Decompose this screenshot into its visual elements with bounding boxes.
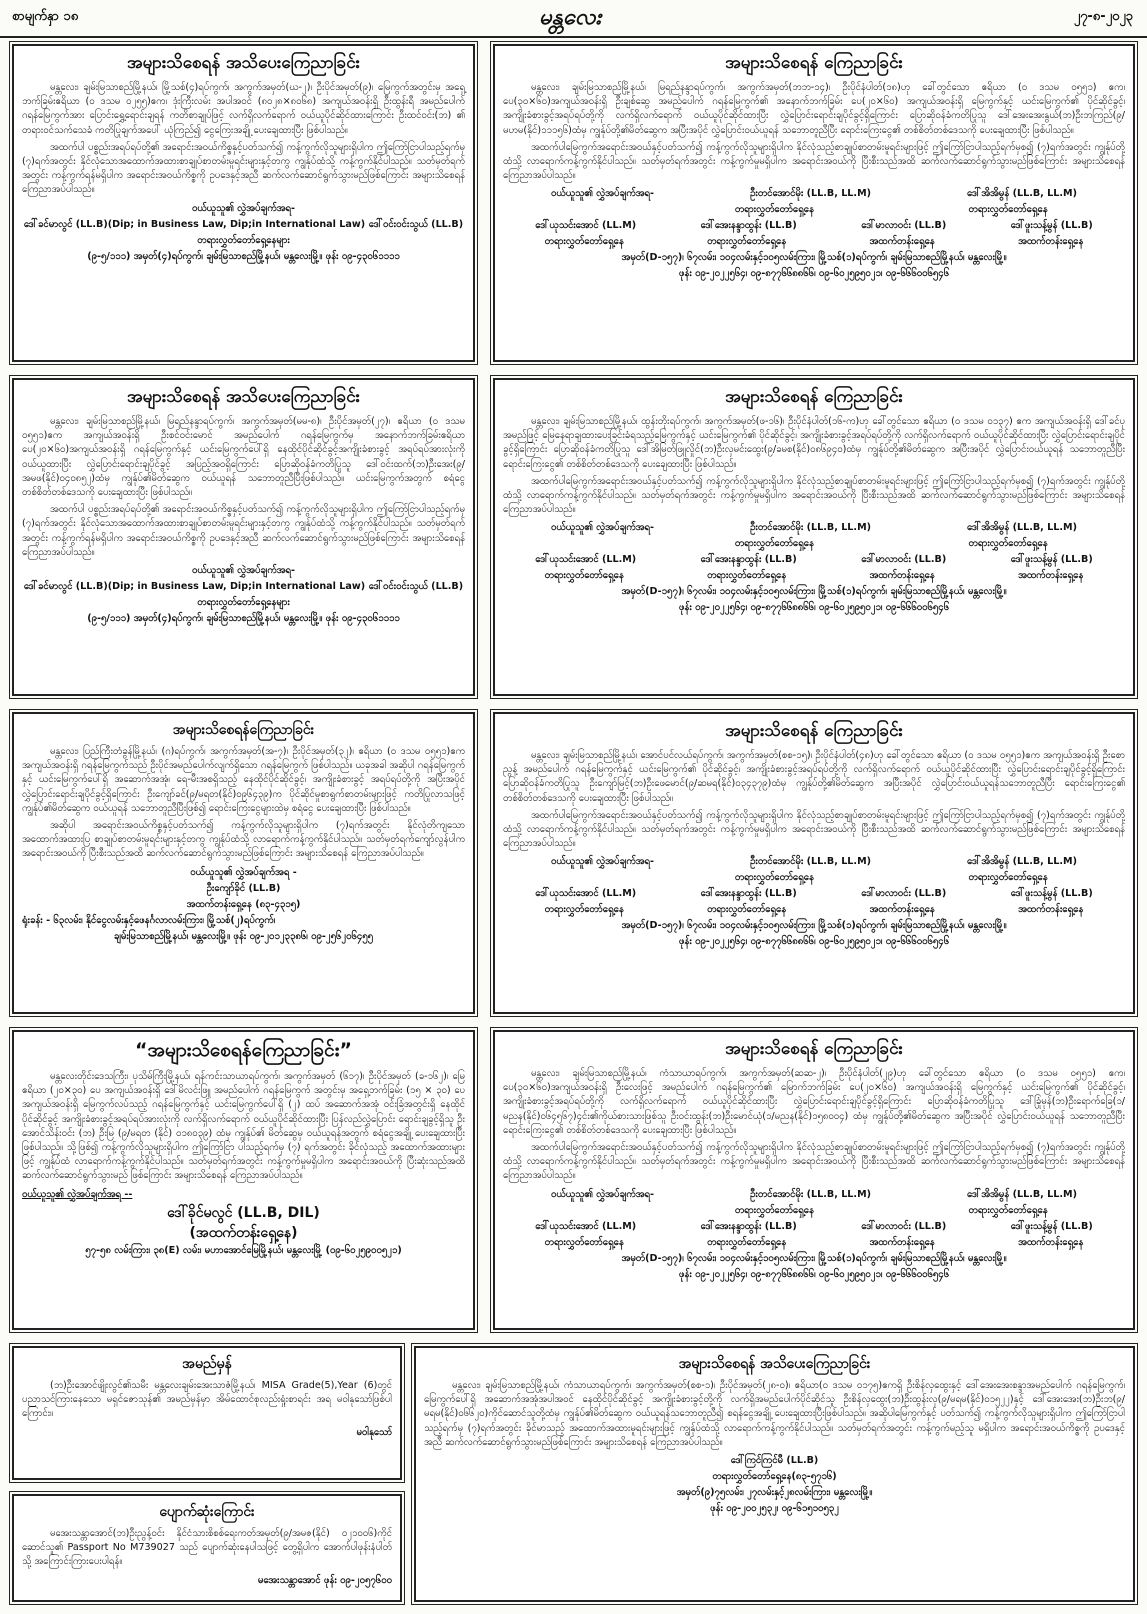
notice-11 bbox=[414, 1346, 1135, 1602]
page-number: စာမျက်နှာ ၁၈ bbox=[12, 9, 79, 24]
signature-block bbox=[503, 854, 1125, 950]
lawyer-role: တရားလွှတ်တော်ရှေ့နေ bbox=[734, 204, 814, 216]
lawyer-role: တရားလွှတ်တော်ရှေ့နေ bbox=[544, 1236, 624, 1248]
notice-paragraph: မန္တလေး၊ ချမ်းမြသာစည်မြို့နယ်၊ ကံသာယာရပ်ကွက်၊ အကွက်အမှတ်(ဆဆ-၂)၊ ဦးပိုင်နံပါတ်(၂၉)ဟု ခေါ်တွင်သော ဧရိယာ (၀ ဒသမ ၀၅၅၁) ဧက၊ ပေ(၃၀×၆၀)အကျယ်အဝန်းရှိ ဦးလေးဖြင့် အမည်ပေါက် ဂရန်မြေကွက်၏ မြောက်ဘက်ခြမ်း ပေ(၂၀×၆၀) အကျယ်အဝန်းရှိ မြေကွက်နှင့် ယင်းမြေကွက်၏ ပိုင်ဆိုင်ခွင့်၊ အကျိုးခံစားခွင့်အရပ်ရပ်တို့ကို လက်ရှိလက်ရောက် ဝယ်ယူပိုင်ဆိုင်ထားပြီး လွှဲပြောင်းရောင်းချပိုင်ခွင့်ရှိကြောင်း ပြောဆိုဝန်ခံကတိပြုသူ ဒေါ်ခြုံမုန်(ဘ)ဦးရောက်ခြေ(၁/မညန(နိုင်)၀၆၄၅၆၇)၄င်း၏ကိုယ်စားသားဖြစ်သူ ဦးဝင်းထွန်း(ဘ)ဦးမောင်ယုံ(၁/မညန(နိုင်)၁၅၈၀၀၄) ထံမှ ကျွန်ုပ်တို့၏မိတ်ဆွေက အပြီးအပိုင် လွှဲပြောင်းဝယ်ယူရန် သဘောတူညီပြီး ရောင်းကြေးငွေ၏ တစ်စိတ်တစ်ဒေသကို ပေးချေထားပြီး ဖြစ်ပါသည်။ bbox=[503, 1068, 1125, 1136]
lawyer-role: တရားလွှတ်တော်ရှေ့နေ bbox=[707, 904, 787, 916]
notice-paragraph: အဆိုပါ အရောင်းအဝယ်ကိစ္စနှင့်ပတ်သက်၍ ကန့်ကွက်လိုသူများရှိပါက (၇)ရက်အတွင်း နိုင်လုံတိကျသော အထောက်အထားပြ စာချုပ်စာတမ်းမူရင်းများနှင့်တကွ ကျွန်ုပ်ထံသို့ လာရောက်ကန့်ကွက်နိုင်ပါသည်။ သတ်မှတ်ရက်ကျော်လွန်ပါက အရောင်းအဝယ်ကို ပြီးစီးသည်အထိ ဆက်လက်ဆောင်ရွက်သွားမည်ဖြစ်ကြောင်း အများသိစေရန် ကြေညာအပ်ပါသည်။ bbox=[22, 820, 465, 860]
lawyer-name: ဒေါ်ခင်မာလွင် (LL.B)(Dip; in Business Law, Dip;in International Law) bbox=[23, 218, 366, 230]
lawyer-name: ဦးတင်အောင်မိုး (LL.B, LL.M) bbox=[750, 1188, 872, 1200]
lawyer-name: ဦးတင်အောင်မိုး (LL.B, LL.M) bbox=[750, 856, 872, 868]
lawyer-name: ဒေါ်ယုသင်းအောင် (LL.M) bbox=[535, 220, 637, 232]
sig-heading: ဝယ်ယူသူ၏ လွှဲအပ်ချက်အရ - bbox=[190, 866, 297, 878]
notice-1 bbox=[12, 44, 475, 362]
sig-heading: ဝယ်ယူသူ၏ လွှဲအပ်ချက်အရ- bbox=[551, 856, 655, 868]
lawyer-name: ဒေါ်ဖူးသန့်မွန် (LL.B) bbox=[1010, 220, 1093, 232]
notice-title: အများသိစေရန် အသိပေးကြေညာခြင်း bbox=[127, 53, 360, 73]
signature-block bbox=[22, 563, 465, 627]
notice-3 bbox=[12, 378, 475, 696]
lawyer-address: ချမ်းမြသာစည်မြို့နယ်၊ မန္တလေးမြို့။ ဖုန်း ၀၉-၂၀၁၂၃၃၈၆၊ ၀၉-၂၅၆၂၀၆၄၅၅ bbox=[113, 930, 374, 942]
issue-date: ၂၇-၈-၂၀၂၃ bbox=[1073, 9, 1133, 24]
lawyer-role: အထက်တန်းရှေ့နေ bbox=[869, 236, 935, 248]
lawyer-name: ဒေါ်ဖူးသန့်မွန် (LL.B) bbox=[1010, 1220, 1093, 1232]
newspaper-logo: မန္တလေး bbox=[538, 4, 602, 30]
notice-title: အများသိစေရန် ကြေညာခြင်း bbox=[725, 53, 903, 73]
lawyer-name: ဒေါ်အေးနန္ဒာထွန်း (LL.B) bbox=[700, 220, 797, 232]
notice-paragraph: မန္တလေး၊ ချမ်းမြသာစည်မြို့နယ်၊ အောင်ပင်လယ်ရပ်ကွက်၊ အကွက်အမှတ်(စစ-၁၅)၊ ဦးပိုင်နံပါတ်(၄၈)ဟု ခေါ်တွင်သော ဧရိယာ (၀ ဒသမ ၀၅၅၁)ဧက အကျယ်အဝန်းရှိ ဦးစောညွန့် အမည်ပေါက် ဂရန်မြေကွက်နှင့် ယင်းမြေကွက်၏ ပိုင်ဆိုင်ခွင့်၊ အကျိုးခံစားခွင့်အရပ်ရပ်တို့ကို လက်ရှိလက်ရောက် ဝယ်ယူပိုင်ဆိုင်ထားပြီး လွှဲပြောင်းရောင်းချပိုင်ခွင့်ရှိကြောင်း ပြောဆိုဝန်ခံကတိပြုသူ ဦးကျော်မြင့်(ဘ)ဦးဖေမောင်(၉/ဆမရ(နိုင်)၀၃၄၃၇၉)ထံမှ ကျွန်ုပ်တို့၏မိတ်ဆွေက အပြီးအပိုင် လွှဲပြောင်းဝယ်ယူရန်သဘောတူညီပြီး ရောင်းကြေးငွေ၏ တစ်စိတ်တစ်ဒေသကို ပေးချေထားပြီး ဖြစ်ပါသည်။ bbox=[503, 750, 1125, 804]
lawyer-address: (၉-၅/၁၁၁) အမှတ်(၄)ရပ်ကွက်၊ ချမ်းမြသာစည်မြို့နယ်၊ မန္တလေးမြို့။ ဖုန်း ၀၉-၄၃၀၆၁၁၁၁ bbox=[87, 250, 400, 262]
lawyer-name: ဒေါ်အိအိမွန် (LL.B, LL.M) bbox=[967, 522, 1077, 534]
lawyer-name: ဒေါ်အိအိမွန် (LL.B, LL.M) bbox=[967, 856, 1077, 868]
lawyer-name: ဒေါ်ဖူးသန့်မွန် (LL.B) bbox=[1010, 888, 1093, 900]
signer-name: မဝါနုသော် bbox=[356, 1426, 392, 1438]
notice-6 bbox=[493, 712, 1135, 1014]
lawyer-name: ဒေါ်အေးနန္ဒာထွန်း (LL.B) bbox=[700, 888, 797, 900]
signature-block bbox=[503, 520, 1125, 616]
notice-title: အများသိစေရန် အသိပေးကြေညာခြင်း bbox=[678, 1356, 871, 1372]
lawyer-name: ဒေါ်အိအိမွန် (LL.B, LL.M) bbox=[967, 188, 1077, 200]
notice-paragraph: အထက်ပါမြေကွက်အရောင်းအဝယ်နှင့်ပတ်သက်၍ ကန့်ကွက်လိုသူများရှိပါက နိုင်လုံသည့်စာချုပ်စာတမ်းမူရင်းများဖြင့် ဤကြော်ငြာပါသည့်ရက်မှစ၍ (၇)ရက်အတွင်း ကျွန်ုပ်တို့ထံသို့ လာရောက်ကန့်ကွက်နိုင်ပါသည်။ သတ်မှတ်ရက်အတွင်း ကန့်ကွက်မှုမရှိပါက အရောင်းအဝယ်ကို ပြီးစီးသည်အထိ ဆက်လက်ဆောင်ရွက်သွားမည်ဖြစ်ကြောင်း အများသိစေရန် ကြေညာအပ်ပါသည်။ bbox=[503, 1142, 1125, 1182]
lawyer-role: တရားလွှတ်တော်ရှေ့နေ bbox=[544, 236, 624, 248]
lawyer-role: တရားလွှတ်တော်ရှေ့နေ bbox=[968, 204, 1048, 216]
signature-block bbox=[22, 865, 465, 945]
sig-heading: ဝယ်ယူသူ၏ လွှဲအပ်ချက်အရ- bbox=[551, 522, 655, 534]
lawyer-name: ဒေါ်ခိုင်မလွင် (LL.B, DIL) bbox=[167, 1204, 320, 1221]
lawyer-role: တရားလွှတ်တော်ရှေ့နေ bbox=[707, 570, 787, 582]
lawyer-address: အမှတ်(D-၁၅၇)၊ ၆၇လမ်း၊ ၁၀၄လမ်းနှင့်၁၀၅လမ်းကြား၊ မြို့သစ်(၁)ရပ်ကွက်၊ ချမ်းမြသာစည်မြို့နယ်၊ မန္တလေးမြို့။ bbox=[621, 252, 1007, 264]
lawyer-address: အမှတ်(၉)၇၅လမ်း၊ ၂၇လမ်းနှင့်၂၈လမ်းကြား၊ မန္တလေးမြို့။ bbox=[676, 1487, 873, 1499]
lawyer-role: တရားလွှတ်တော်ရှေ့နေများ bbox=[197, 234, 290, 246]
lawyer-role: အထက်တန်းရှေ့နေ bbox=[1018, 904, 1084, 916]
notice-title: အများသိစေရန် ကြေညာခြင်း bbox=[725, 1039, 903, 1059]
notice-7 bbox=[12, 1030, 475, 1330]
lawyer-role: အထက်တန်းရှေ့နေ bbox=[869, 1236, 935, 1248]
lawyer-phones: ဖုန်း ၀၉-၂၀၀၂၅၃၂၊ ၀၉-၆၁၅၁၀၅၃၂ bbox=[710, 1503, 839, 1515]
lawyer-name: ဒေါ်မာလာဝင်း (LL.B) bbox=[861, 554, 947, 566]
notice-paragraph: မအေးသန္တာအောင်(ဘ)ဦးညွန့်ဝင်း နိုင်ငံသားစိစစ်ရေးကတ်အမှတ်(၉/အမဇ(နိုင်) ၀၂၁၀၀၆)ကိုင်ဆောင်သူ၏ Passport No M739027 သည် ပျောက်ဆုံးနေပါသဖြင့် တွေ့ရှိပါက အောက်ပါဖုန်းနံပါတ်သို့ အကြောင်းကြားပေးပါရန်။ bbox=[22, 1528, 392, 1568]
lawyer-role: အထက်တန်းရှေ့နေ bbox=[1018, 570, 1084, 582]
notice-paragraph: အထက်ပါ ပစ္စည်းအရပ်ရပ်တို့၏ အရောင်းအဝယ်ကိစ္စနှင့်ပတ်သက်၍ ကန့်ကွက်လိုသူများရှိပါက ဤကြော်ငြာပါသည့်ရက်မှ (၇)ရက်အတွင်း နိုင်လုံသောအထောက်အထားစာချုပ်စာတမ်းမူရင်းများနှင့်တကွ ကျွန်ုပ်ထံသို့ ကန့်ကွက်နိုင်ပါသည်။ သတ်မှတ်ရက်အတွင်း ကန့်ကွက်ရန်မရှိပါက အရောင်းအဝယ်ကိစ္စကို ဥပဒေနှင့်အညီ ဆက်လက်ဆောင်ရွက်သွားမည်ဖြစ်ကြောင်း အများသိစေရန် ကြေညာအပ်ပါသည်။ bbox=[22, 141, 465, 196]
notice-paragraph: အထက်ပါမြေကွက်အရောင်းအဝယ်နှင့်ပတ်သက်၍ ကန့်ကွက်လိုသူများရှိပါက နိုင်လုံသည့်စာချုပ်စာတမ်းမူရင်းများဖြင့် ဤကြော်ငြာပါသည့်ရက်မှစ၍ (၇)ရက်အတွင်း ကျွန်ုပ်တို့ထံသို့ လာရောက်ကန့်ကွက်နိုင်ပါသည်။ သတ်မှတ်ရက်အတွင်း ကန့်ကွက်မှုမရှိပါက အရောင်းအဝယ်ကို ပြီးစီးသည်အထိ ဆက်လက်ဆောင်ရွက်သွားမည်ဖြစ်ကြောင်း အများသိစေရန် ကြေညာအပ်ပါသည်။ bbox=[503, 475, 1125, 516]
notice-title: အများသိစေရန် အသိပေးကြေညာခြင်း bbox=[127, 387, 360, 407]
lawyer-role: အထက်တန်းရှေ့နေ (၈၃-၄၃၁၅) bbox=[186, 898, 301, 910]
sig-heading: ဝယ်ယူသူ၏ လွှဲအပ်ချက်အရ- bbox=[191, 565, 296, 577]
lawyer-name: ဒေါ်ယုသင်းအောင် (LL.M) bbox=[535, 554, 637, 566]
lawyer-name: ဒေါ်ဝင်းဝင်းသွယ် (LL.B) bbox=[368, 218, 464, 230]
lawyer-name: ဒေါ်ကြင်ကြင်မီ (LL.B) bbox=[730, 1455, 819, 1467]
notice-lost-passport bbox=[12, 1494, 402, 1602]
signature-block bbox=[503, 186, 1125, 282]
lawyer-role: တရားလွှတ်တော်ရှေ့နေ bbox=[968, 1204, 1048, 1216]
sig-heading: ဝယ်ယူသူ၏ လွှဲအပ်ချက်အရ- bbox=[551, 1188, 655, 1200]
lawyer-role: တရားလွှတ်တော်ရှေ့နေ bbox=[707, 236, 787, 248]
lawyer-role: တရားလွှတ်တော်ရှေ့နေ bbox=[544, 570, 624, 582]
lawyer-role: အထက်တန်းရှေ့နေ bbox=[869, 904, 935, 916]
notice-title: ပျောက်ဆုံးကြောင်း bbox=[159, 1504, 255, 1520]
lawyer-name: ဒေါ်အေးနန္ဒာထွန်း (LL.B) bbox=[700, 554, 797, 566]
notice-5 bbox=[12, 712, 475, 1014]
lawyer-role: (အထက်တန်းရှေ့နေ) bbox=[189, 1224, 298, 1241]
lawyer-name: ဦးကျော်ခိုင် (LL.B) bbox=[206, 882, 281, 894]
lawyer-name: ဒေါ်မာလာဝင်း (LL.B) bbox=[861, 1220, 947, 1232]
lawyer-role: တရားလွှတ်တော်ရှေ့နေ bbox=[734, 538, 814, 550]
notice-title: အများသိစေရန် ကြေညာခြင်း bbox=[725, 721, 903, 741]
notice-paragraph: အထက်ပါမြေကွက်အရောင်းအဝယ်နှင့်ပတ်သက်၍ ကန့်ကွက်လိုသူများရှိပါက နိုင်လုံသည့်စာချုပ်စာတမ်းမူရင်းများဖြင့် ဤကြော်ငြာပါသည့်ရက်မှစ၍ (၇)ရက်အတွင်း ကျွန်ုပ်တို့ထံသို့ လာရောက်ကန့်ကွက်နိုင်ပါသည်။ သတ်မှတ်ရက်အတွင်း ကန့်ကွက်မှုမရှိပါက အရောင်းအဝယ်ကို ပြီးစီးသည်အထိ ဆက်လက်ဆောင်ရွက်သွားမည်ဖြစ်ကြောင်း အများသိစေရန် ကြေညာအပ်ပါသည်။ bbox=[503, 141, 1125, 182]
lawyer-role: တရားလွှတ်တော်ရှေ့နေများ bbox=[197, 597, 290, 609]
notice-paragraph: အထက်ပါမြေကွက်အရောင်းအဝယ်နှင့်ပတ်သက်၍ ကန့်ကွက်လိုသူများရှိပါက နိုင်လုံသည့်စာချုပ်စာတမ်းမူရင်းများဖြင့် ဤကြော်ငြာပါသည့်ရက်မှစ၍ (၇)ရက်အတွင်း ကျွန်ုပ်တို့ထံသို့ လာရောက်ကန့်ကွက်နိုင်ပါသည်။ သတ်မှတ်ရက်အတွင်း ကန့်ကွက်မှုမရှိပါက အရောင်းအဝယ်ကို ပြီးစီးသည်အထိ ဆက်လက်ဆောင်ရွက်သွားမည်ဖြစ်ကြောင်း အများသိစေရန် ကြေညာအပ်ပါသည်။ bbox=[503, 809, 1125, 850]
notice-paragraph: မန္တလေး၊ ပြည်ကြီးတံခွန်မြို့နယ်၊ (ဂ)ရပ်ကွက်၊ အကွက်အမှတ်(အ-၇)၊ ဦးပိုင်အမှတ်(၃၂)၊ ဧရိယာ (၀ ဒသမ ၀၅၅၁)ဧကအကျယ်အဝန်းရှိ ဂရန်မြေကွက်သည် ဦးပိုင်အမည်ပေါက်လျက်ရှိသော ဂရန်မြေကွက် ဖြစ်ပါသည်။ ယခုအခါ အဆိုပါ ဂရန်မြေကွက်နှင့် ယင်းမြေကွက်ပေါ်ရှိ အဆောက်အအုံ၊ ရေ-မီးအစရှိသည့် နေထိုင်ပိုင်ဆိုင်ခွင့်၊ အကျိုးခံစားခွင့် အရပ်ရပ်တို့ကို အပြီးအပိုင် လွှဲပြောင်းရောင်းချပိုင်ခွင့်ရှိကြောင်း ဦးကျော်ခင်(၉/မရတ(နိုင်)၀၉၆၄၃၉)က ပိုင်ဆိုင်မှုစာရွက်စာတမ်းများဖြင့် ကတိပြုလာသဖြင့် ကျွန်ုပ်၏မိတ်ဆွေက ဝယ်ယူရန် သဘောတူညီပြီးဖြစ်၍ ရောင်းကြေးငွေများထဲမှ စရံငွေ ပေးချေထားပြီး ဖြစ်ပါသည်။ bbox=[22, 746, 465, 814]
notice-4 bbox=[493, 378, 1135, 696]
notice-title: အမည်မှန် bbox=[182, 1356, 232, 1372]
lawyer-name: ဒေါ်မာလာဝင်း (LL.B) bbox=[861, 220, 947, 232]
lawyer-name: ဒေါ်ယုသင်းအောင် (LL.M) bbox=[535, 1220, 637, 1232]
lawyer-name: ဒေါ်ယုသင်းအောင် (LL.M) bbox=[535, 888, 637, 900]
lawyer-role: တရားလွှတ်တော်ရှေ့နေ bbox=[544, 904, 624, 916]
signature-block bbox=[503, 1187, 1125, 1283]
notice-paragraph: (ဘ)ဦးအောင်ဖျိုးလွင်၏သမီး မန္တလေးချမ်းအေးသာဇံမြို့နယ်၊ MISA Grade(5),Year (6)တွင် ပညာသင်ကြားနေသော မရှင်ဇောသုန်၏ အမည်မှန်မှာ အိမ်ထောင်စုလည်းရှုံးစာရင်း အရ မဝါနုသော်ဖြစ်ပါကြောင်း။ bbox=[22, 1380, 392, 1420]
lawyer-name: ဒေါ်အိအိမွန် (LL.B, LL.M) bbox=[967, 1188, 1077, 1200]
notice-paragraph: အထက်ပါ ပစ္စည်းအရပ်ရပ်တို့၏ အရောင်းအဝယ်ကိစ္စနှင့်ပတ်သက်၍ ကန့်ကွက်လိုသူများရှိပါက ဤကြော်ငြာပါသည့်ရက်မှ (၇)ရက်အတွင်း နိုင်လုံသောအထောက်အထားစာချုပ်စာတမ်းမူရင်းများနှင့်တကွ ကျွန်ုပ်ထံသို့ ကန့်ကွက်နိုင်ပါသည်။ သတ်မှတ်ရက်အတွင်း ကန့်ကွက်ရန်မရှိပါက အရောင်းအဝယ်ကိစ္စကို ဥပဒေနှင့်အညီ ဆက်လက်ဆောင်ရွက်သွားမည်ဖြစ်ကြောင်း အများသိစေရန် ကြေညာအပ်ပါသည်။ bbox=[22, 504, 465, 558]
notice-paragraph: မန္တလေး၊ ချမ်းမြသာစည်မြို့နယ်၊ ထွန်းတိုးရပ်ကွက်၊ အကွက်အမှတ်(ဖ-၁၆)၊ ဦးပိုင်နံပါတ်(၁၆-က)ဟု ခေါ်တွင်သော ဧရိယာ (၀ ဒသမ ၀၁၃၇) ဧက အကျယ်အဝန်းရှိ ဒေါ်ခင်ပု အမည်ဖြင့် မြေနေရာချထားပေးခြင်းခံရသည့်မြေကွက်နှင့် ယင်းမြေကွက်၏ ပိုင်ဆိုင်ခွင့်၊ အကျိုးခံစားခွင့်အရပ်ရပ်တို့ကို လက်ရှိလက်ရောက် ဝယ်ယူပိုင်ဆိုင်ထားပြီး လွှဲပြောင်းရောင်းချပိုင်ခွင့်ရှိကြောင်း ပြောဆိုဝန်ခံကတိပြုသူ ဒေါ်အိမြတ်ဖြူလှိုင်(ဘ)ဦးလှမင်းထွေး(၉/ခမစ(နိုင်)၀၈၆၉၄၀)ထံမှ ကျွန်ုပ်တို့၏မိတ်ဆွေက အပြီးအပိုင် လွှဲပြောင်းဝယ်ယူရန် သဘောတူညီပြီး ရောင်းကြေးငွေ၏ တစ်စိတ်တစ်ဒေသကို ပေးချေထားပြီး ဖြစ်ပါသည်။ bbox=[503, 416, 1125, 470]
sig-heading: ဝယ်ယူသူ၏ လွှဲအပ်ချက်အရ- bbox=[191, 202, 296, 214]
notice-paragraph: မန္တလေးတိုင်းဒေသကြီး၊ ပုသိမ်ကြီးမြို့နယ်၊ ရန်ကင်းသာယာရပ်ကွက်၊ အကွက်အမှတ် (၆၁၇)၊ ဦးပိုင်အမှတ် (ခ-၁၆၂)၊ မြေဧရိယာ (၂၀×၃၀) ပေ အကျယ်အဝန်းရှိ ဒေါ်မိလင်းဖြူ အမည်ပေါက် ဂရန်မြေကွက် အတွင်းမှ အရှေ့ဘက်ခြမ်း (၁၅ × ၃၀) ပေ အကျယ်အဝန်းရှိ မြေကွက်လပ်သည့် ဂရန်မြေကွက်နှင့် ယင်းမြေကွက်ပေါ်ရှိ (၂) ထပ် အဆောက်အအုံ ဝင်းခြံအတွင်းရှိ နေထိုင်ပိုင်ဆိုင်ခွင့် အကျိုးခံစားခွင့်အရပ်ရပ်အားလုံးကို လက်ရှိလက်ရောက် ဝယ်ယူပိုင်ဆိုင်ထားပြီး ပြန်လည်လွှဲပြောင်း ရောင်းချခွင့်ရှိသူ ဦးအောင်သိန်းဝင်း (ဘ) ဦးမြ (၉/မရတ (နိုင်) ၀၁၈၀၃၉) ထံမှ ကျွန်ုပ်၏ မိတ်ဆွေမှ ဝယ်ယူရန်အတွက် စရံငွေအချို့ ပေးချေထားပြီးဖြစ်ပါသည်။ သို့ဖြစ်၍ ကန့်ကွက်လိုသူများရှိပါက ဤကြော်ငြာ ပါသည့်ရက်မှ (၇) ရက်အတွင်း ခိုင်လုံသည့် အထောက်အထားများဖြင့် ကျွန်ုပ်ထံ လာရောက်ကန့်ကွက်နိုင်ပါသည်။ သတ်မှတ်ရက်အတွင်း ကန့်ကွက်မှုမရှိပါက အရောင်းအဝယ်ကို ပြီးဆုံးသည်အထိ ဆက်လက်ဆောင်ရွက်သွားမည် ဖြစ်ကြောင်း အများသိစေရန် ကြေညာအပ်ပါသည်။ bbox=[22, 1071, 465, 1182]
notice-paragraph: မန္တလေး၊ ချမ်းမြသာစည်မြို့နယ်၊ မြရည်နန္ဒာရပ်ကွက်၊ အကွက်အမှတ်(မမ-၈)၊ ဦးပိုင်အမှတ်(၂၇)၊ ဧရိယာ (၀ ဒသမ ၀၅၅၁)ဧက အကျယ်အဝန်းရှိ ဦးစင်ဝင်းမောင် အမည်ပေါက် ဂရန်မြေကွက်မှ အနောက်ဘက်ခြမ်းဧရိယာ ပေ(၂၀×၆၀)အကျယ်အဝန်းရှိ ဂရန်မြေကွက်နှင့် ယင်းမြေကွက်ပေါ်ရှိ နေထိုင်ပိုင်ဆိုင်ခွင့်အကျိုးခံစားခွင့် အရပ်ရပ်အားလုံးကို ဝယ်ယူထားပြီး လွှဲပြောင်းရောင်းချပိုင်ခွင့် အပြည့်အဝရှိကြောင်း ပြောဆိုဝန်ခံကတိပြုသူ ဒေါ်ဝင်းထက်(ဘ)ဦးအေး(၉/အမဖ(နိုင်)၀၄၀၈၅၂)ထံမှ ကျွန်ုပ်၏မိတ်ဆွေက ဝယ်ယူရန် သဘောတူညီပြီးဖြစ်ပါသည်။ ယင်းမြေကွက်အတွက် စရံငွေ တစ်စိတ်တစ်ဒေသကို ပေးချေထားပြီး ဖြစ်ပါသည်။ bbox=[22, 416, 465, 499]
notice-title: အများသိစေရန်ကြေညာခြင်း bbox=[172, 722, 315, 738]
lawyer-role: အထက်တန်းရှေ့နေ bbox=[869, 570, 935, 582]
notice-paragraph: မန္တလေး၊ ချမ်းမြသာစည်မြို့နယ်၊ မြို့သစ်(၄)ရပ်ကွက်၊ အကွက်အမှတ်(ဃ-၂)၊ ဦးပိုင်အမှတ်(၉)၊ မြေကွက်အတွင်းမှ အရှေ့ဘက်ခြမ်းဧရိယာ (၀ ဒသမ ၀၂၅၅)ဧက၊ ဒုံးကြီးလမ်း အပါအဝင် (၈၀၂၈×၈၀၆၈) အကျယ်အဝန်းရှိ ဦးထွန်းရီ အမည်ပေါက် ဂရန်မြေကွက်အား ပြောင်းရွှေ့ရောင်းချရန် ကတိစာချုပ်ဖြင့် လက်ရှိလက်ရောက် ဝယ်ယူပိုင်ဆိုင်ထားကြောင်း ဦးထင်ဝင်း(ဘ) ၏ တရားဝင်သက်သေခံ ကတိပြုချက်အပေါ် ယုံကြည်၍ ငွေကြေးအချို့ ပေးချေထားပြီး ဖြစ်ပါသည်။ bbox=[22, 82, 465, 136]
lawyer-name: ဒေါ်ခင်မာလွင် (LL.B)(Dip; in Business Law, Dip;in International Law) bbox=[23, 581, 366, 593]
lawyer-name: ဦးတင်အောင်မိုး (LL.B, LL.M) bbox=[750, 522, 872, 534]
lawyer-role: တရားလွှတ်တော်ရှေ့နေ bbox=[968, 538, 1048, 550]
lawyer-address: ရုံးခန်း - ၆၃လမ်း၊ နိုင်ငွေလမ်းနှင့်ဖေနင်္ဂလာလမ်းကြား၊ မြို့သစ်(၂)ရပ်ကွက်၊ bbox=[22, 914, 276, 926]
lawyer-address: အမှတ်(D-၁၅၇)၊ ၆၇လမ်း၊ ၁၀၄လမ်းနှင့်၁၀၅လမ်းကြား၊ မြို့သစ်(၁)ရပ်ကွက်၊ ချမ်းမြသာစည်မြို့နယ်၊ မန္တလေးမြို့။ bbox=[621, 1252, 1007, 1264]
signer-name: မအေးသန္တာအောင် ဖုန်း ၀၉-၂၀၅၇၆၀၀ bbox=[257, 1574, 392, 1586]
lawyer-phones: ဖုန်း ၀၉-၂၀၂၂၅၆၄၊ ၀၉-၈၇၇၆၆၈၈၆၆၊ ၀၉-၆၀၂၅၉၅၀၂၁၊ ၀၉-၆၆၆၀၀၆၅၄၆ bbox=[678, 936, 950, 948]
lawyer-name: ဒေါ်ဖူးသန့်မွန် (LL.B) bbox=[1010, 554, 1093, 566]
notice-2 bbox=[493, 44, 1135, 362]
lawyer-address: အမှတ်(D-၁၅၇)၊ ၆၇လမ်း၊ ၁၀၄လမ်းနှင့်၁၀၅လမ်းကြား၊ မြို့သစ်(၁)ရပ်ကွက်၊ ချမ်းမြသာစည်မြို့နယ်၊ မန္တလေးမြို့။ bbox=[621, 920, 1007, 932]
lawyer-role: အထက်တန်းရှေ့နေ bbox=[1018, 236, 1084, 248]
lawyer-address: ၅၇-၅၈ လမ်းကြား၊ ၃၈(E) လမ်း၊ မဟာအောင်မြေမြို့နယ်၊ မန္တလေးမြို့ (၀၉-၆၀၂၅၉၀၀၅၂၁) bbox=[85, 1244, 402, 1256]
lawyer-name: ဒေါ်ဝင်းဝင်းသွယ် (LL.B) bbox=[368, 581, 464, 593]
notice-paragraph: မန္တလေး၊ ချမ်းမြသာစည်မြို့နယ်၊ မြရည်နန္ဒာရပ်ကွက်၊ အကွက်အမှတ်(ဘဘ-၁၄)၊ ဦးပိုင်နံပါတ်(၁၈)ဟု ခေါ်တွင်သော ဧရိယာ (၀ ဒသမ ၀၅၅၁) ဧက၊ ပေ(၃၀×၆၀)အကျယ်အဝန်းရှိ ဦးချစ်ဆွေ အမည်ပေါက် ဂရန်မြေကွက်၏ အနောက်ဘက်ခြမ်း ပေ(၂၀×၆၀) အကျယ်အဝန်းရှိ မြေကွက်နှင့် ယင်းမြေကွက်၏ ပိုင်ဆိုင်ခွင့်၊ အကျိုးခံစားခွင့်အရပ်ရပ်တို့ကို လက်ရှိလက်ရောက် ဝယ်ယူပိုင်ဆိုင်ထားပြီး လွှဲပြောင်းရောင်းချပိုင်ခွင့်ရှိကြောင်း ပြောဆိုဝန်ခံကတိပြုသူ ဒေါ်အေးအေးနွယ်(ဘ)ဦးဘကြည်(၉/မဟမ(နိုင်)၁၁၁၅၆)ထံမှ ကျွန်ုပ်တို့၏မိတ်ဆွေက အပြီးအပိုင် လွှဲပြောင်းဝယ်ယူရန် သဘောတူညီပြီး ရောင်းကြေးငွေ၏ တစ်စိတ်တစ်ဒေသကို ပေးချေထားပြီး ဖြစ်ပါသည်။ bbox=[503, 82, 1125, 136]
lawyer-phones: ဖုန်း ၀၉-၂၀၂၂၅၆၄၊ ၀၉-၈၇၇၆၆၈၈၆၆၊ ၀၉-၆၀၂၅၉၅၀၂၁၊ ၀၉-၆၆၆၀၀၆၅၄၆ bbox=[678, 1268, 950, 1280]
sig-heading: ဝယ်ယူသူ၏ လွှဲအပ်ချက်အရ- bbox=[551, 188, 655, 200]
sig-heading: ဝယ်ယူသူ၏ လွှဲအပ်ချက်အရ -- bbox=[22, 1188, 133, 1200]
signature-block bbox=[22, 1187, 465, 1259]
lawyer-address: အမှတ်(D-၁၅၇)၊ ၆၇လမ်း၊ ၁၀၄လမ်းနှင့်၁၀၅လမ်းကြား၊ မြို့သစ်(၁)ရပ်ကွက်၊ ချမ်းမြသာစည်မြို့နယ်၊ မန္တလေးမြို့။ bbox=[621, 586, 1007, 598]
lawyer-address: (၉-၅/၁၁၁) အမှတ်(၄)ရပ်ကွက်၊ ချမ်းမြသာစည်မြို့နယ်၊ မန္တလေးမြို့။ ဖုန်း ၀၉-၄၃၀၆၁၁၁၁ bbox=[87, 613, 400, 625]
notice-correct-name bbox=[12, 1346, 402, 1480]
lawyer-role: အထက်တန်းရှေ့နေ bbox=[1018, 1236, 1084, 1248]
lawyer-role: တရားလွှတ်တော်ရှေ့နေ bbox=[734, 1204, 814, 1216]
lawyer-role: တရားလွှတ်တော်ရှေ့နေ bbox=[734, 872, 814, 884]
notice-8 bbox=[493, 1030, 1135, 1330]
page-header bbox=[0, 0, 1147, 38]
lawyer-phones: ဖုန်း ၀၉-၂၀၂၂၅၆၄၊ ၀၉-၈၇၇၆၆၈၈၆၆၊ ၀၉-၆၀၂၅၉၅၀၂၁၊ ၀၉-၆၆၆၀၀၆၅၄၆ bbox=[678, 268, 950, 280]
lawyer-name: ဒေါ်အေးနန္ဒာထွန်း (LL.B) bbox=[700, 1220, 797, 1232]
lawyer-name: ဦးတင်အောင်မိုး (LL.B, LL.M) bbox=[750, 188, 872, 200]
signature-block bbox=[424, 1453, 1125, 1517]
lawyer-role: တရားလွှတ်တော်ရှေ့နေ bbox=[707, 1236, 787, 1248]
lawyer-role: တရားလွှတ်တော်ရှေ့နေ bbox=[968, 872, 1048, 884]
lawyer-phones: ဖုန်း ၀၉-၂၀၂၂၅၆၄၊ ၀၉-၈၇၇၆၆၈၈၆၆၊ ၀၉-၆၀၂၅၉၅၀၂၁၊ ၀၉-၆၆၆၀၀၆၅၄၆ bbox=[678, 602, 950, 614]
notice-paragraph: မန္တလေး၊ ချမ်းမြသာစည်မြို့နယ်၊ ကံသာယာရပ်ကွက်၊ အကွက်အမှတ်(စစ-၁)၊ ဦးပိုင်အမှတ်(၂၈-၀)၊ ဧရိယာ(၀ ဒသမ ၀၁၇၅)ဧကရှိ ဦးစိန်လှထွေးနှင့် ဒေါ်အေးအေးစန္ဒာအမည်ပေါက် ဂရန်မြေကွက်၊ မြေကွက်ပေါ်ရှိ အဆောက်အအုံအပါအဝင် နေထိုင်ပိုင်ဆိုင်ခွင့် အကျိုးခံစားခွင့်တို့ကို လက်ရှိအမည်ပေါက်ပိုင်ဆိုင်သူ ဦးစိန်လှထွေး(ဘ)ဦးထွန်းလှ(၉/မရမ(နိုင်)၀၁၅၂၂)နှင့် ဒေါ်အေးအေး(ဘ)ဦးဘ(၉/မရမ(နိုင်)၀၆၆၂၀)ကိုင်ဆောင်သူတို့ထံမှ ကျွန်ုပ်၏မိတ်ဆွေက ဝယ်ယူရန်သဘောတူညီ၍ စရန်ငွေအချို့ ပေးချေထားပြီးဖြစ်ပါသည်။ အဆိုပါမြေကွက်နှင့် ပတ်သက်၍ ကန့်ကွက်လိုသူများရှိပါက ဤကြော်ငြာပါသည့်ရက်မှ (၇)ရက်အတွင်း ခိုင်မာသည့် အထောက်အထားမူရင်းများဖြင့် ကျွန်ုပ်ထံသို့ လာရောက်ကန့်ကွက်နိုင်ပါသည်။ သတ်မှတ်ရက်အတွင်း ကန့်ကွက်မည့်သူ မရှိပါက အရောင်းအဝယ်ကိစ္စကို ဥပဒေနှင့်အညီ ဆက်လက်ဆောင်ရွက်သွားမည်ဖြစ်ကြောင်း အများသိစေရန် ကြေညာအပ်ပါသည်။ bbox=[424, 1380, 1125, 1448]
lawyer-name: ဒေါ်မာလာဝင်း (LL.B) bbox=[861, 888, 947, 900]
lawyer-role: တရားလွှတ်တော်ရှေ့နေ(၈၃-၅၇၁၆) bbox=[712, 1471, 837, 1483]
notice-title: “အများသိစေရန်ကြေညာခြင်း” bbox=[135, 1039, 352, 1061]
signature-block bbox=[22, 201, 465, 265]
notice-title: အများသိစေရန် ကြေညာခြင်း bbox=[725, 387, 903, 407]
